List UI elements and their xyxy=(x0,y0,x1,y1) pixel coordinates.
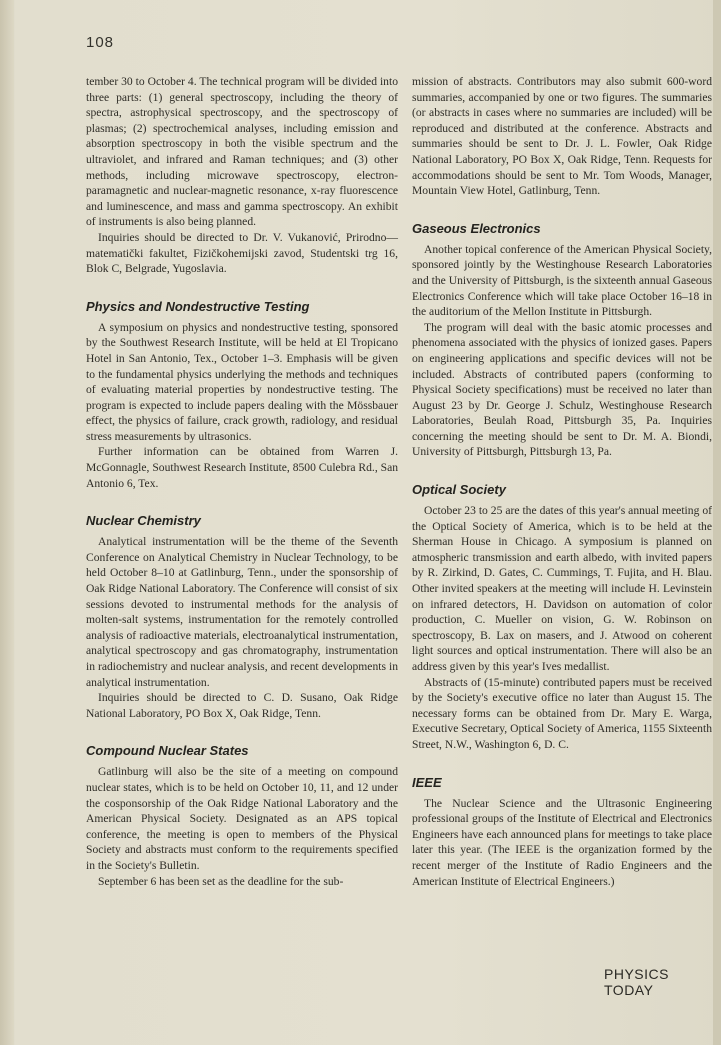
left-column xyxy=(86,74,398,889)
optical-society-paragraph-1: October 23 to 25 are the dates of this year's annual meeting of the Optical Society of America, which is to be held at the Sherman House in Chicago. A symposium is planned on atmospheric transmission and earth albedo, with invited papers by R. Zirkind, D. Gates, C. Cummings, T. Fujita, and H. Blau. Other invited speakers at the meeting will include H. Levinstein on infrared detectors, H. Davidson on automation of color production, C. Mueller on vision, G. W. Robinson on spectroscopy, B. Lax on masers, and J. Atwood on coherent light sources and optical instrumentation. There will also be an address given by this year's Ives medallist. xyxy=(412,504,712,673)
nuclear-chemistry-paragraph-2: Inquiries should be directed to C. D. Susano, Oak Ridge National Laboratory, PO Box X, Oak Ridge, Tenn. xyxy=(86,691,398,720)
physics-ndt-paragraph-2: Further information can be obtained from Warren J. McGonnagle, Southwest Research Institute, 8500 Culebra Rd., San Antonio 6, Tex. xyxy=(86,445,399,490)
running-footer: PHYSICS TODAY xyxy=(604,966,669,998)
page-right-shadow xyxy=(713,0,721,1045)
physics-ndt-paragraph-1: A symposium on physics and nondestructive testing, sponsored by the Southwest Research Institute, will be held at El Tropicano Hotel in San Antonio, Tex., October 1–3. Emphasis will be given to the fundamental physics underlying the methods and techniques of evaluating material properties by nondestructive testing. The program is expected to include papers dealing with the Mössbauer effect, the physics of failure, crack growth, radiology, and residual stress measurements by ultrasonics. xyxy=(86,320,398,443)
page-number: 108 xyxy=(86,34,115,51)
right-column xyxy=(412,74,712,889)
left-intro-paragraph-1: tember 30 to October 4. The technical program will be divided into three parts: (1) general spectroscopy, including the theory of spectra, astrophysical spectroscopy, and the spectroscopy of plasmas; (2) spectrochemical analyses, including emission and absorption spectroscopy in both the visible spectrum and the ultraviolet, and infrared and Raman techniques; and (3) other methods, including microwave spectroscopy, electron-paramagnetic and nuclear-magnetic resonance, x-ray fluorescence and luminescence, and mass and gamma spectroscopy. An exhibit of instruments is also being planned. xyxy=(86,75,398,229)
optical-society-paragraph-2: Abstracts of (15-minute) contributed papers must be received by the Society's executive office no later than August 15. The necessary forms can be obtained from Dr. Mary E. Warga, Executive Secretary, Optical Society of America, 1155 Sixteenth Street, N.W., Washington 6, D. C. xyxy=(412,675,712,751)
left-intro-paragraph-2: Inquiries should be directed to Dr. V. Vukanović, Prirodno—matematički fakultet, Fizičkohemijski zavod, Studentski trg 16, Blok C, Belgrade, Yugoslavia. xyxy=(86,230,398,276)
ieee-paragraph-1: The Nuclear Science and the Ultrasonic Engineering professional groups of the Institute of Electrical and Electronics Engineers have each announced plans for meetings to take place later this year. (The IEEE is the organization formed by the recent merger of the Institute of Radio Engineers and the American Institute of Electrical Engineers.) xyxy=(412,796,712,888)
section-heading-nuclear-chemistry: Nuclear Chemistry xyxy=(86,513,201,529)
compound-nuclear-paragraph-2: September 6 has been set as the deadline for the sub- xyxy=(98,874,344,888)
section-heading-optical-society: Optical Society xyxy=(412,482,506,498)
section-heading-compound-nuclear-states: Compound Nuclear States xyxy=(86,743,249,759)
section-heading-ieee: IEEE xyxy=(412,774,442,790)
right-intro-paragraph: mission of abstracts. Contributors may also submit 600-word summaries, accompanied by one or two figures. The summaries (or abstracts in cases where no summaries are included) will be reproduced and distributed at the conference. Abstracts and summaries should be sent to Dr. J. L. Fowler, Oak Ridge National Laboratory, PO Box X, Oak Ridge, Tenn. Requests for accommodations should be sent to Mr. Tom Woods, Manager, Mountain View Hotel, Gatlinburg, Tenn. xyxy=(412,75,712,198)
section-heading-gaseous-electronics: Gaseous Electronics xyxy=(412,220,541,236)
compound-nuclear-paragraph-1: Gatlinburg will also be the site of a meeting on compound nuclear states, which is to be held on October 10, 11, and 12 under the cosponsorship of the Oak Ridge National Laboratory and the American Physical Society. Designated as an APS topical conference, the meeting is open to members of the Physical Society and abstracts must conform to the requirements specified in the Society's Bulletin. xyxy=(86,765,398,872)
section-heading-physics-ndt: Physics and Nondestructive Testing xyxy=(86,298,310,314)
nuclear-chemistry-paragraph-1: Analytical instrumentation will be the theme of the Seventh Conference on Analytical Chemistry in Nuclear Technology, to be held October 8–10 at Gatlinburg, Tenn., under the sponsorship of Oak Ridge National Laboratory. The Conference will consist of six sessions devoted to instrumental methods for the analysis of molten-salt systems, instrumentation for the remotely controlled analysis of radioactive materials, electroanalytical instrumentation, analytical spectroscopy and gas chromatography, instrumentation in radiochemistry and nuclear analysis, and recent developments in analytical instrumentation. xyxy=(86,535,398,689)
gaseous-electronics-paragraph-1: Another topical conference of the American Physical Society, sponsored jointly by the Westinghouse Research Laboratories and the University of Pittsburgh, is the sixteenth annual Gaseous Electronics Conference which will take place October 16–18 in the auditorium of the Mellon Institute in Pittsburgh. xyxy=(412,242,712,319)
page-binding-edge xyxy=(0,0,14,1045)
gaseous-electronics-paragraph-2: The program will deal with the basic atomic processes and phenomena associated with the physics of ionized gases. Papers on engineering applications and specific devices will not be included. Abstracts of contributed papers (conforming to Physical Society specifications) must be received no later than August 23 by Dr. George J. Schulz, Westinghouse Research Laboratories, Beulah Road, Pittsburgh 35, Pa. Inquiries concerning the meeting should be sent to Dr. M. A. Biondi, University of Pittsburgh, Pittsburgh 13, Pa. xyxy=(412,320,712,459)
